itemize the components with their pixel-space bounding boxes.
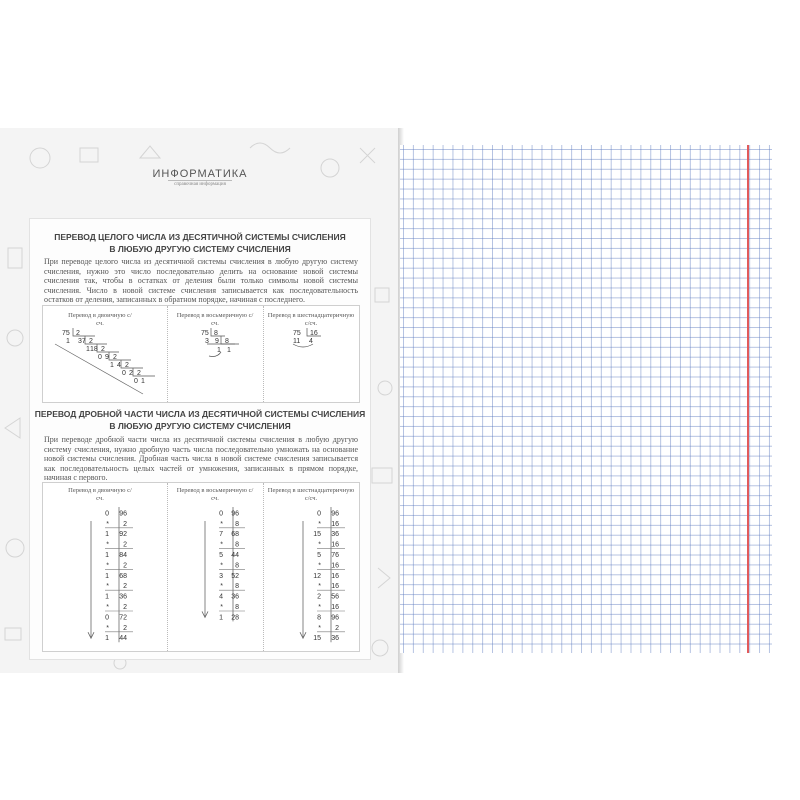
octal_rows-cell-right: 8 [235, 520, 239, 528]
octal_rows-cell-right: 8 [235, 583, 239, 591]
section1-heading-line2: В ЛЮБУЮ ДРУГУЮ СИСТЕМУ СЧИСЛЕНИЯ [109, 244, 291, 254]
b-r6-c: 2 [137, 370, 141, 377]
hex_rows-cell-left: 12 [313, 572, 321, 580]
octal_rows-cell-right: 52 [231, 572, 239, 580]
hex_rows-cell-right: 36 [331, 531, 339, 539]
o-r2-c: 8 [225, 338, 229, 345]
binary_rows-cell-right: 92 [119, 531, 127, 539]
binary_rows-cell-left: 0 [105, 510, 109, 518]
frac-binary-column [43, 483, 168, 651]
hex_rows-cell-right: 16 [331, 572, 339, 580]
binary_rows-cell-left: 1 [105, 531, 109, 539]
binary_rows-cell-left: * [106, 624, 109, 632]
binary_rows-cell-right: 2 [123, 583, 127, 591]
h-r2-a: 11 [293, 338, 301, 345]
frac-octal-label: Перевод в восьмеричную с/сч. [176, 487, 254, 502]
hex_rows-cell-left: * [318, 624, 321, 632]
hex_rows-cell-left: 8 [317, 614, 321, 622]
hex-division-diagram [263, 306, 359, 402]
octal_rows-cell-right: 36 [231, 593, 239, 601]
binary_rows-cell-right: 72 [119, 614, 127, 622]
binary_rows-cell-left: * [106, 604, 109, 611]
octal_rows-cell-right: 44 [231, 552, 239, 559]
binary_rows-cell-left: 1 [105, 635, 109, 643]
octal_rows-cell-left: 7 [219, 531, 223, 539]
binary_rows-cell-right: 2 [123, 604, 127, 611]
octal_rows-cell-right: 8 [235, 604, 239, 611]
octal_rows-cell-left: * [220, 583, 223, 591]
binary-division-diagram [43, 306, 167, 402]
b-r5-a: 1 [110, 362, 114, 369]
octal_rows-cell-right: 8 [235, 562, 239, 570]
hex_rows-cell-left: 15 [313, 531, 321, 539]
binary-label: Перевод в двоичную с/сч. [68, 312, 132, 327]
h-r2-b: 4 [309, 338, 313, 345]
octal_rows-cell-right: 68 [231, 531, 239, 539]
b-r6-a: 0 [122, 370, 126, 377]
frac-binary-table [43, 507, 167, 647]
binary-column [43, 306, 168, 402]
margin-line [747, 145, 749, 653]
hex_rows-cell-right: 76 [331, 552, 339, 559]
hex_rows-cell-left: * [318, 604, 321, 611]
h-r1-a: 75 [293, 330, 301, 337]
binary_rows-cell-right: 44 [119, 635, 127, 643]
b-r7-b: 1 [141, 378, 145, 385]
binary_rows-cell-right: 36 [119, 593, 127, 601]
hex_rows-cell-left: * [318, 541, 321, 549]
hex_rows-cell-left: 15 [313, 635, 321, 643]
b-r1-a: 75 [62, 330, 70, 337]
o-r3-b: 1 [227, 347, 231, 354]
reference-panel [29, 218, 371, 660]
frac-binary-label: Перевод в двоичную с/сч. [68, 487, 132, 502]
binary_rows-cell-left: 1 [105, 572, 109, 580]
hex_rows-cell-right: 16 [331, 604, 339, 611]
frac-hex-column [263, 483, 359, 651]
binary_rows-cell-right: 68 [119, 572, 127, 580]
notebook-cover [0, 128, 399, 673]
binary_rows-cell-left: 1 [105, 552, 109, 559]
hex_rows-cell-right: 16 [331, 562, 339, 570]
hex_rows-cell-left: * [318, 562, 321, 570]
section2-heading-line2: В ЛЮБУЮ ДРУГУЮ СИСТЕМУ СЧИСЛЕНИЯ [109, 421, 291, 431]
binary_rows-cell-right: 96 [119, 510, 127, 518]
h-r1-b: 16 [310, 330, 318, 337]
integer-conversion-box [42, 305, 360, 403]
frac-octal-column [167, 483, 264, 651]
hex-column [263, 306, 359, 402]
b-r2-c: 2 [89, 338, 93, 345]
b-r4-c: 2 [113, 354, 117, 361]
b-r2-b: 37 [78, 338, 86, 345]
section2-paragraph: При переводе дробной части числа из десятичной системы счисления в любую другую систему счисления, нужно дробную часть числа последовательно умножать на основание новой системы счисления. Дробная часть числа в новой системе счисления записывается как последовательность целых частей от умножения, записанных в прямом порядке, начиная с первого. [44, 435, 358, 482]
binary_rows-cell-left: 1 [105, 593, 109, 601]
binary_rows-cell-right: 2 [123, 624, 127, 632]
o-r2-a: 3 [205, 338, 209, 345]
b-r4-a: 0 [98, 354, 102, 361]
b-r4-b: 9 [105, 354, 109, 361]
hex_rows-cell-right: 2 [335, 624, 339, 632]
octal-label: Перевод в восьмеричную с/сч. [176, 312, 254, 327]
octal_rows-cell-left: * [220, 562, 223, 570]
binary_rows-cell-left: * [106, 583, 109, 591]
b-r1-b: 2 [76, 330, 80, 337]
binary_rows-svg [43, 507, 167, 647]
binary_rows-cell-right: 84 [119, 552, 127, 559]
o-r3-a: 1 [217, 347, 221, 354]
b-r2-a: 1 [66, 338, 70, 345]
o-r1-b: 8 [214, 330, 218, 337]
binary_rows-cell-right: 2 [123, 562, 127, 570]
binary_rows-cell-left: * [106, 541, 109, 549]
b-r7-a: 0 [134, 378, 138, 385]
hex_rows-cell-right: 96 [331, 614, 339, 622]
grid-paper-page [400, 145, 772, 653]
cover-title: ИНФОРМАТИКА [152, 168, 248, 180]
octal_rows-cell-right: 96 [231, 510, 239, 518]
octal-column [167, 306, 264, 402]
b-r3-b: 18 [90, 346, 98, 353]
hex_rows-cell-right: 36 [331, 635, 339, 643]
octal_rows-cell-left: * [220, 520, 223, 528]
hex_rows-cell-right: 16 [331, 583, 339, 591]
hex_rows-cell-right: 96 [331, 510, 339, 518]
octal_rows-cell-left: 5 [219, 552, 223, 559]
b-r5-b: 4 [117, 362, 121, 369]
hex_rows-cell-left: * [318, 583, 321, 591]
octal_rows-cell-left: 4 [219, 593, 223, 601]
hex_rows-cell-right: 16 [331, 520, 339, 528]
cover-subtitle: справочная информация [174, 182, 226, 187]
section2-heading-line1: ПЕРЕВОД ДРОБНОЙ ЧАСТИ ЧИСЛА ИЗ ДЕСЯТИЧНОЙ СИСТЕМЫ СЧИСЛЕНИЯ [34, 409, 366, 419]
hex_rows-svg [263, 507, 359, 647]
o-r2-b: 9 [215, 338, 219, 345]
b-r6-b: 2 [129, 370, 133, 377]
hex_rows-cell-left: 5 [317, 552, 321, 559]
hex_rows-cell-left: 2 [317, 593, 321, 601]
o-r1-a: 75 [201, 330, 209, 337]
binary_rows-cell-left: * [106, 520, 109, 528]
section1-heading-line1: ПЕРЕВОД ЦЕЛОГО ЧИСЛА ИЗ ДЕСЯТИЧНОЙ СИСТЕМЫ СЧИСЛЕНИЯ [54, 232, 346, 242]
fraction-conversion-box [42, 482, 360, 652]
octal-division-diagram [167, 306, 263, 402]
frac-hex-label: Перевод в шестнадцатеричную с/сч. [267, 487, 355, 502]
hex_rows-cell-right: 16 [331, 541, 339, 549]
octal_rows-cell-right: 8 [235, 541, 239, 549]
octal_rows-cell-right: 28 [231, 614, 239, 622]
octal_rows-cell-left: * [220, 604, 223, 611]
octal_rows-cell-left: 0 [219, 510, 223, 518]
b-r5-c: 2 [125, 362, 129, 369]
binary_rows-cell-left: * [106, 562, 109, 570]
hex_rows-cell-left: 0 [317, 510, 321, 518]
binary_rows-cell-right: 2 [123, 541, 127, 549]
octal_rows-cell-left: * [220, 541, 223, 549]
hex_rows-cell-left: * [318, 520, 321, 528]
b-r3-a: 1 [86, 346, 90, 353]
binary_rows-cell-right: 2 [123, 520, 127, 528]
section1-paragraph: При переводе целого числа из десятичной системы счисления в любую другую систему счисления, нужно это число последовательно делить на основание новой системы счисления так, чтобы в остатках от деления были только символы новой системы счисления. Число в новой системе счисления записывается как последовательность остатков от деления, записанных в обратном порядке, начиная с последнего. [44, 257, 358, 304]
hex_rows-cell-right: 56 [331, 593, 339, 601]
octal_rows-cell-left: 3 [219, 572, 223, 580]
octal_rows-svg [167, 507, 263, 647]
frac-hex-table [263, 507, 359, 647]
b-r3-c: 2 [101, 346, 105, 353]
binary_rows-cell-left: 0 [105, 614, 109, 622]
hex-label: Перевод в шестнадцатеричную с/сч. [267, 312, 355, 327]
title-divider [168, 180, 232, 181]
octal_rows-cell-left: 1 [219, 614, 223, 622]
frac-octal-table [167, 507, 263, 647]
